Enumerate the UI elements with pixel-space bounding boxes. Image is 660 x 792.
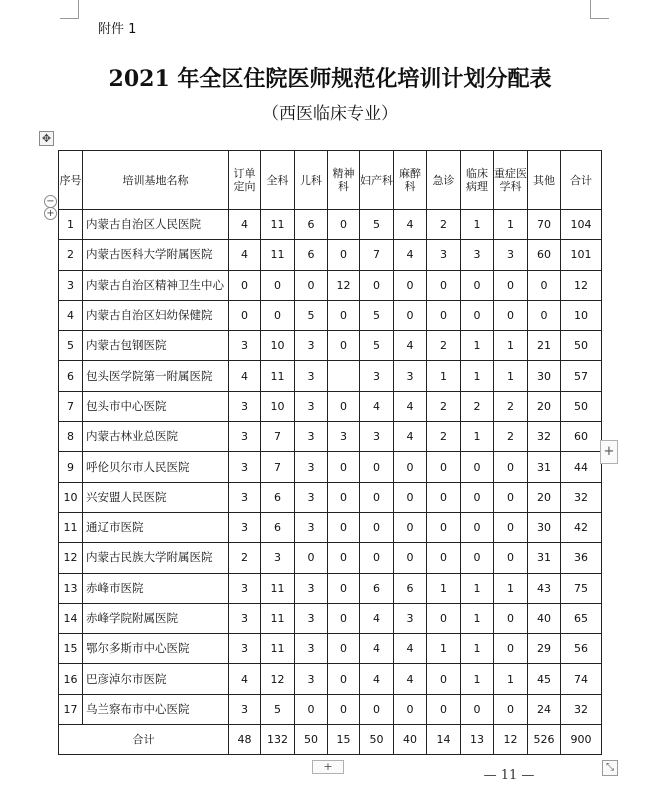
table-cell-general: 5 bbox=[261, 694, 295, 724]
table-cell-psychiatry: 0 bbox=[328, 210, 360, 240]
table-cell-anesthesia: 0 bbox=[394, 694, 427, 724]
table-cell-obgyn: 0 bbox=[360, 482, 394, 512]
table-cell-base: 通辽市医院 bbox=[83, 512, 229, 542]
allocation-table bbox=[58, 150, 602, 755]
table-cell-psychiatry: 12 bbox=[328, 270, 360, 300]
table-cell-other: 0 bbox=[528, 270, 561, 300]
table-cell-anesthesia: 3 bbox=[394, 361, 427, 391]
table-cell-base: 鄂尔多斯市中心医院 bbox=[83, 634, 229, 664]
table-cell-seq: 7 bbox=[59, 391, 83, 421]
totals-row bbox=[59, 725, 602, 755]
table-cell-obgyn: 0 bbox=[360, 694, 394, 724]
table-cell-base: 内蒙古包钢医院 bbox=[83, 331, 229, 361]
table-cell-critical-care: 0 bbox=[494, 452, 528, 482]
table-cell-critical-care: 0 bbox=[494, 694, 528, 724]
table-row bbox=[59, 603, 602, 633]
table-cell-clinical-pathology: 1 bbox=[461, 664, 494, 694]
table-cell-total: 10 bbox=[561, 300, 602, 330]
table-cell-other: 24 bbox=[528, 694, 561, 724]
table-cell-general: 6 bbox=[261, 482, 295, 512]
table-row bbox=[59, 573, 602, 603]
table-cell-emergency: 0 bbox=[427, 300, 461, 330]
table-cell-obgyn: 0 bbox=[360, 452, 394, 482]
table-cell-obgyn: 0 bbox=[360, 543, 394, 573]
table-cell-general: 11 bbox=[261, 603, 295, 633]
table-cell-pediatrics: 3 bbox=[295, 422, 328, 452]
attachment-label: 附件 1 bbox=[98, 22, 137, 37]
totals-cell-critical-care: 12 bbox=[494, 725, 528, 755]
table-cell-critical-care: 2 bbox=[494, 422, 528, 452]
table-cell-seq: 1 bbox=[59, 210, 83, 240]
table-cell-seq: 17 bbox=[59, 694, 83, 724]
table-cell-psychiatry: 0 bbox=[328, 694, 360, 724]
table-cell-base: 内蒙古自治区人民医院 bbox=[83, 210, 229, 240]
table-cell-base: 兴安盟人民医院 bbox=[83, 482, 229, 512]
row-insert-icon[interactable]: + bbox=[44, 207, 57, 220]
totals-cell-psychiatry: 15 bbox=[328, 725, 360, 755]
table-cell-pediatrics: 3 bbox=[295, 512, 328, 542]
table-cell-anesthesia: 4 bbox=[394, 422, 427, 452]
table-cell-clinical-pathology: 0 bbox=[461, 543, 494, 573]
table-move-handle-icon[interactable]: ✥ bbox=[39, 131, 54, 146]
table-cell-psychiatry: 0 bbox=[328, 543, 360, 573]
table-cell-other: 32 bbox=[528, 422, 561, 452]
table-cell-anesthesia: 0 bbox=[394, 270, 427, 300]
table-cell-other: 30 bbox=[528, 361, 561, 391]
table-cell-general: 0 bbox=[261, 300, 295, 330]
table-cell-obgyn: 4 bbox=[360, 603, 394, 633]
table-cell-obgyn: 0 bbox=[360, 270, 394, 300]
table-cell-anesthesia: 6 bbox=[394, 573, 427, 603]
table-cell-order: 3 bbox=[229, 694, 261, 724]
table-cell-total: 104 bbox=[561, 210, 602, 240]
table-cell-pediatrics: 5 bbox=[295, 300, 328, 330]
table-row bbox=[59, 361, 602, 391]
table-cell-psychiatry: 0 bbox=[328, 452, 360, 482]
table-cell-order: 3 bbox=[229, 331, 261, 361]
table-cell-total: 75 bbox=[561, 573, 602, 603]
table-cell-order: 4 bbox=[229, 361, 261, 391]
table-cell-psychiatry: 3 bbox=[328, 422, 360, 452]
table-cell-obgyn: 5 bbox=[360, 331, 394, 361]
table-cell-other: 40 bbox=[528, 603, 561, 633]
table-cell-other: 43 bbox=[528, 573, 561, 603]
table-cell-anesthesia: 3 bbox=[394, 603, 427, 633]
table-header-row bbox=[59, 151, 602, 210]
table-cell-order: 3 bbox=[229, 512, 261, 542]
page-corner-mark-left bbox=[60, 0, 79, 19]
table-cell-order: 2 bbox=[229, 543, 261, 573]
table-cell-total: 42 bbox=[561, 512, 602, 542]
table-cell-obgyn: 5 bbox=[360, 300, 394, 330]
table-cell-emergency: 0 bbox=[427, 270, 461, 300]
table-cell-general: 12 bbox=[261, 664, 295, 694]
table-cell-clinical-pathology: 1 bbox=[461, 573, 494, 603]
table-cell-pediatrics: 3 bbox=[295, 361, 328, 391]
row-collapse-icon[interactable]: − bbox=[44, 195, 57, 208]
table-cell-general: 6 bbox=[261, 512, 295, 542]
table-cell-critical-care: 1 bbox=[494, 331, 528, 361]
table-row bbox=[59, 543, 602, 573]
header-obgyn: 妇产科 bbox=[360, 151, 394, 210]
table-cell-pediatrics: 3 bbox=[295, 331, 328, 361]
table-cell-seq: 9 bbox=[59, 452, 83, 482]
table-cell-critical-care: 1 bbox=[494, 210, 528, 240]
table-cell-general: 10 bbox=[261, 331, 295, 361]
table-cell-seq: 14 bbox=[59, 603, 83, 633]
table-row bbox=[59, 512, 602, 542]
table-cell-other: 30 bbox=[528, 512, 561, 542]
table-cell-clinical-pathology: 0 bbox=[461, 452, 494, 482]
table-cell-anesthesia: 4 bbox=[394, 331, 427, 361]
table-resize-icon[interactable]: ⤡ bbox=[602, 760, 618, 776]
table-cell-pediatrics: 3 bbox=[295, 573, 328, 603]
table-cell-obgyn: 4 bbox=[360, 664, 394, 694]
table-cell-base: 内蒙古自治区精神卫生中心 bbox=[83, 270, 229, 300]
header-critical-care: 重症医学科 bbox=[494, 151, 528, 210]
table-cell-seq: 15 bbox=[59, 634, 83, 664]
add-row-icon[interactable]: + bbox=[312, 760, 344, 774]
table-cell-order: 3 bbox=[229, 634, 261, 664]
table-cell-critical-care: 1 bbox=[494, 664, 528, 694]
table-cell-total: 36 bbox=[561, 543, 602, 573]
table-cell-general: 0 bbox=[261, 270, 295, 300]
table-cell-general: 7 bbox=[261, 422, 295, 452]
table-cell-critical-care: 0 bbox=[494, 300, 528, 330]
table-cell-general: 11 bbox=[261, 634, 295, 664]
table-cell-pediatrics: 6 bbox=[295, 240, 328, 270]
header-total: 合计 bbox=[561, 151, 602, 210]
table-cell-base: 赤峰市医院 bbox=[83, 573, 229, 603]
table-cell-emergency: 2 bbox=[427, 331, 461, 361]
table-cell-pediatrics: 3 bbox=[295, 634, 328, 664]
table-cell-obgyn: 4 bbox=[360, 391, 394, 421]
table-cell-total: 101 bbox=[561, 240, 602, 270]
table-cell-anesthesia: 0 bbox=[394, 543, 427, 573]
table-cell-other: 20 bbox=[528, 391, 561, 421]
table-cell-clinical-pathology: 2 bbox=[461, 391, 494, 421]
table-cell-clinical-pathology: 1 bbox=[461, 422, 494, 452]
table-cell-psychiatry: 0 bbox=[328, 391, 360, 421]
table-cell-order: 3 bbox=[229, 422, 261, 452]
table-cell-other: 20 bbox=[528, 482, 561, 512]
table-cell-clinical-pathology: 0 bbox=[461, 482, 494, 512]
table-cell-order: 3 bbox=[229, 391, 261, 421]
table-cell-anesthesia: 0 bbox=[394, 512, 427, 542]
table-cell-total: 50 bbox=[561, 391, 602, 421]
table-cell-base: 包头市中心医院 bbox=[83, 391, 229, 421]
table-cell-anesthesia: 0 bbox=[394, 482, 427, 512]
table-row bbox=[59, 240, 602, 270]
table-cell-total: 32 bbox=[561, 482, 602, 512]
table-cell-psychiatry: 0 bbox=[328, 634, 360, 664]
table-cell-emergency: 0 bbox=[427, 543, 461, 573]
table-row bbox=[59, 482, 602, 512]
table-cell-total: 44 bbox=[561, 452, 602, 482]
table-cell-base: 包头医学院第一附属医院 bbox=[83, 361, 229, 391]
table-cell-pediatrics: 0 bbox=[295, 694, 328, 724]
table-body bbox=[59, 210, 602, 725]
table-row bbox=[59, 300, 602, 330]
totals-cell-emergency: 14 bbox=[427, 725, 461, 755]
table-cell-order: 4 bbox=[229, 210, 261, 240]
table-cell-anesthesia: 4 bbox=[394, 391, 427, 421]
table-cell-emergency: 2 bbox=[427, 422, 461, 452]
totals-cell-obgyn: 50 bbox=[360, 725, 394, 755]
header-order: 订单定向 bbox=[229, 151, 261, 210]
table-cell-pediatrics: 0 bbox=[295, 543, 328, 573]
table-cell-base: 呼伦贝尔市人民医院 bbox=[83, 452, 229, 482]
table-cell-psychiatry: 0 bbox=[328, 482, 360, 512]
table-cell-seq: 5 bbox=[59, 331, 83, 361]
table-cell-clinical-pathology: 0 bbox=[461, 270, 494, 300]
table-cell-seq: 4 bbox=[59, 300, 83, 330]
table-cell-critical-care: 0 bbox=[494, 270, 528, 300]
header-base: 培训基地名称 bbox=[83, 151, 229, 210]
table-cell-emergency: 0 bbox=[427, 482, 461, 512]
table-cell-seq: 6 bbox=[59, 361, 83, 391]
add-column-icon[interactable]: + bbox=[600, 440, 618, 464]
table-cell-critical-care: 0 bbox=[494, 512, 528, 542]
table-row bbox=[59, 210, 602, 240]
table-cell-psychiatry: 0 bbox=[328, 512, 360, 542]
table-row bbox=[59, 694, 602, 724]
totals-cell-anesthesia: 40 bbox=[394, 725, 427, 755]
table-cell-psychiatry bbox=[328, 361, 360, 391]
table-cell-seq: 8 bbox=[59, 422, 83, 452]
table-cell-general: 7 bbox=[261, 452, 295, 482]
table-cell-emergency: 3 bbox=[427, 240, 461, 270]
table-cell-clinical-pathology: 3 bbox=[461, 240, 494, 270]
table-cell-total: 60 bbox=[561, 422, 602, 452]
table-cell-order: 3 bbox=[229, 603, 261, 633]
table-cell-other: 21 bbox=[528, 331, 561, 361]
table-cell-other: 31 bbox=[528, 543, 561, 573]
header-seq: 序号 bbox=[59, 151, 83, 210]
table-cell-pediatrics: 3 bbox=[295, 452, 328, 482]
table-cell-base: 内蒙古林业总医院 bbox=[83, 422, 229, 452]
table-cell-critical-care: 1 bbox=[494, 573, 528, 603]
table-cell-seq: 2 bbox=[59, 240, 83, 270]
table-cell-order: 3 bbox=[229, 452, 261, 482]
table-cell-seq: 13 bbox=[59, 573, 83, 603]
table-cell-total: 74 bbox=[561, 664, 602, 694]
table-cell-general: 10 bbox=[261, 391, 295, 421]
table-cell-total: 65 bbox=[561, 603, 602, 633]
table-cell-psychiatry: 0 bbox=[328, 603, 360, 633]
table-cell-total: 12 bbox=[561, 270, 602, 300]
table-cell-obgyn: 3 bbox=[360, 422, 394, 452]
table-cell-obgyn: 0 bbox=[360, 512, 394, 542]
table-row bbox=[59, 270, 602, 300]
table-cell-other: 70 bbox=[528, 210, 561, 240]
table-cell-psychiatry: 0 bbox=[328, 300, 360, 330]
table-cell-emergency: 2 bbox=[427, 391, 461, 421]
table-cell-clinical-pathology: 1 bbox=[461, 361, 494, 391]
table-cell-pediatrics: 3 bbox=[295, 603, 328, 633]
table-row bbox=[59, 664, 602, 694]
table-cell-emergency: 1 bbox=[427, 573, 461, 603]
table-cell-total: 57 bbox=[561, 361, 602, 391]
totals-cell-order: 48 bbox=[229, 725, 261, 755]
table-row bbox=[59, 422, 602, 452]
totals-cell-pediatrics: 50 bbox=[295, 725, 328, 755]
table-cell-pediatrics: 3 bbox=[295, 664, 328, 694]
table-row bbox=[59, 452, 602, 482]
document-subtitle: （西医临床专业） bbox=[262, 104, 398, 124]
table-cell-order: 3 bbox=[229, 573, 261, 603]
table-cell-seq: 11 bbox=[59, 512, 83, 542]
table-cell-base: 乌兰察布市中心医院 bbox=[83, 694, 229, 724]
table-cell-anesthesia: 4 bbox=[394, 634, 427, 664]
table-cell-critical-care: 3 bbox=[494, 240, 528, 270]
table-cell-emergency: 2 bbox=[427, 210, 461, 240]
table-cell-other: 31 bbox=[528, 452, 561, 482]
header-other: 其他 bbox=[528, 151, 561, 210]
table-cell-base: 内蒙古民族大学附属医院 bbox=[83, 543, 229, 573]
table-row bbox=[59, 391, 602, 421]
table-cell-total: 50 bbox=[561, 331, 602, 361]
table-cell-order: 3 bbox=[229, 482, 261, 512]
totals-cell-general: 132 bbox=[261, 725, 295, 755]
table-cell-general: 11 bbox=[261, 573, 295, 603]
page-number: — 11 — bbox=[483, 768, 535, 783]
table-cell-order: 0 bbox=[229, 300, 261, 330]
header-general: 全科 bbox=[261, 151, 295, 210]
table-cell-emergency: 0 bbox=[427, 452, 461, 482]
table-cell-seq: 3 bbox=[59, 270, 83, 300]
table-cell-psychiatry: 0 bbox=[328, 331, 360, 361]
table-cell-total: 32 bbox=[561, 694, 602, 724]
table-cell-obgyn: 4 bbox=[360, 634, 394, 664]
table-cell-order: 0 bbox=[229, 270, 261, 300]
table-cell-pediatrics: 3 bbox=[295, 391, 328, 421]
table-cell-other: 45 bbox=[528, 664, 561, 694]
table-cell-clinical-pathology: 1 bbox=[461, 634, 494, 664]
table-cell-critical-care: 0 bbox=[494, 603, 528, 633]
table-cell-total: 56 bbox=[561, 634, 602, 664]
table-cell-psychiatry: 0 bbox=[328, 664, 360, 694]
table-cell-clinical-pathology: 0 bbox=[461, 512, 494, 542]
totals-cell-total: 900 bbox=[561, 725, 602, 755]
table-cell-clinical-pathology: 0 bbox=[461, 300, 494, 330]
table-cell-emergency: 1 bbox=[427, 361, 461, 391]
header-anesthesia: 麻醉科 bbox=[394, 151, 427, 210]
table-cell-base: 巴彦淖尔市医院 bbox=[83, 664, 229, 694]
table-cell-critical-care: 0 bbox=[494, 634, 528, 664]
table-cell-clinical-pathology: 1 bbox=[461, 603, 494, 633]
table-cell-other: 29 bbox=[528, 634, 561, 664]
table-cell-general: 3 bbox=[261, 543, 295, 573]
table-cell-obgyn: 6 bbox=[360, 573, 394, 603]
table-row bbox=[59, 634, 602, 664]
table-cell-emergency: 1 bbox=[427, 634, 461, 664]
table-cell-general: 11 bbox=[261, 240, 295, 270]
table-cell-critical-care: 0 bbox=[494, 543, 528, 573]
totals-label: 合计 bbox=[59, 725, 229, 755]
table-cell-anesthesia: 4 bbox=[394, 210, 427, 240]
table-cell-other: 0 bbox=[528, 300, 561, 330]
header-emergency: 急诊 bbox=[427, 151, 461, 210]
table-cell-obgyn: 7 bbox=[360, 240, 394, 270]
table-cell-pediatrics: 0 bbox=[295, 270, 328, 300]
table-cell-base: 内蒙古自治区妇幼保健院 bbox=[83, 300, 229, 330]
table-cell-anesthesia: 4 bbox=[394, 240, 427, 270]
table-cell-critical-care: 0 bbox=[494, 482, 528, 512]
table-cell-clinical-pathology: 1 bbox=[461, 210, 494, 240]
table-cell-anesthesia: 0 bbox=[394, 300, 427, 330]
table-cell-seq: 12 bbox=[59, 543, 83, 573]
table-cell-other: 60 bbox=[528, 240, 561, 270]
table-cell-critical-care: 1 bbox=[494, 361, 528, 391]
table-cell-critical-care: 2 bbox=[494, 391, 528, 421]
table-cell-obgyn: 3 bbox=[360, 361, 394, 391]
table-cell-clinical-pathology: 1 bbox=[461, 331, 494, 361]
document-title: 2021 年全区住院医师规范化培训计划分配表 bbox=[108, 66, 552, 92]
table-cell-emergency: 0 bbox=[427, 694, 461, 724]
table-cell-psychiatry: 0 bbox=[328, 573, 360, 603]
header-psychiatry: 精神科 bbox=[328, 151, 360, 210]
table-cell-general: 11 bbox=[261, 210, 295, 240]
table-cell-order: 4 bbox=[229, 240, 261, 270]
table-cell-pediatrics: 6 bbox=[295, 210, 328, 240]
table-cell-seq: 16 bbox=[59, 664, 83, 694]
page-corner-mark-right bbox=[590, 0, 609, 19]
totals-cell-clinical-pathology: 13 bbox=[461, 725, 494, 755]
totals-cell-other: 526 bbox=[528, 725, 561, 755]
header-pediatrics: 儿科 bbox=[295, 151, 328, 210]
table-cell-seq: 10 bbox=[59, 482, 83, 512]
table-cell-general: 11 bbox=[261, 361, 295, 391]
table-cell-base: 赤峰学院附属医院 bbox=[83, 603, 229, 633]
table-cell-pediatrics: 3 bbox=[295, 482, 328, 512]
table-cell-anesthesia: 0 bbox=[394, 452, 427, 482]
table-row bbox=[59, 331, 602, 361]
table-cell-clinical-pathology: 0 bbox=[461, 694, 494, 724]
table-cell-anesthesia: 4 bbox=[394, 664, 427, 694]
header-clinical-pathology: 临床病理 bbox=[461, 151, 494, 210]
table-cell-base: 内蒙古医科大学附属医院 bbox=[83, 240, 229, 270]
table-cell-emergency: 0 bbox=[427, 603, 461, 633]
table-cell-order: 4 bbox=[229, 664, 261, 694]
table-cell-emergency: 0 bbox=[427, 664, 461, 694]
table-cell-emergency: 0 bbox=[427, 512, 461, 542]
table-cell-psychiatry: 0 bbox=[328, 240, 360, 270]
table-cell-obgyn: 5 bbox=[360, 210, 394, 240]
